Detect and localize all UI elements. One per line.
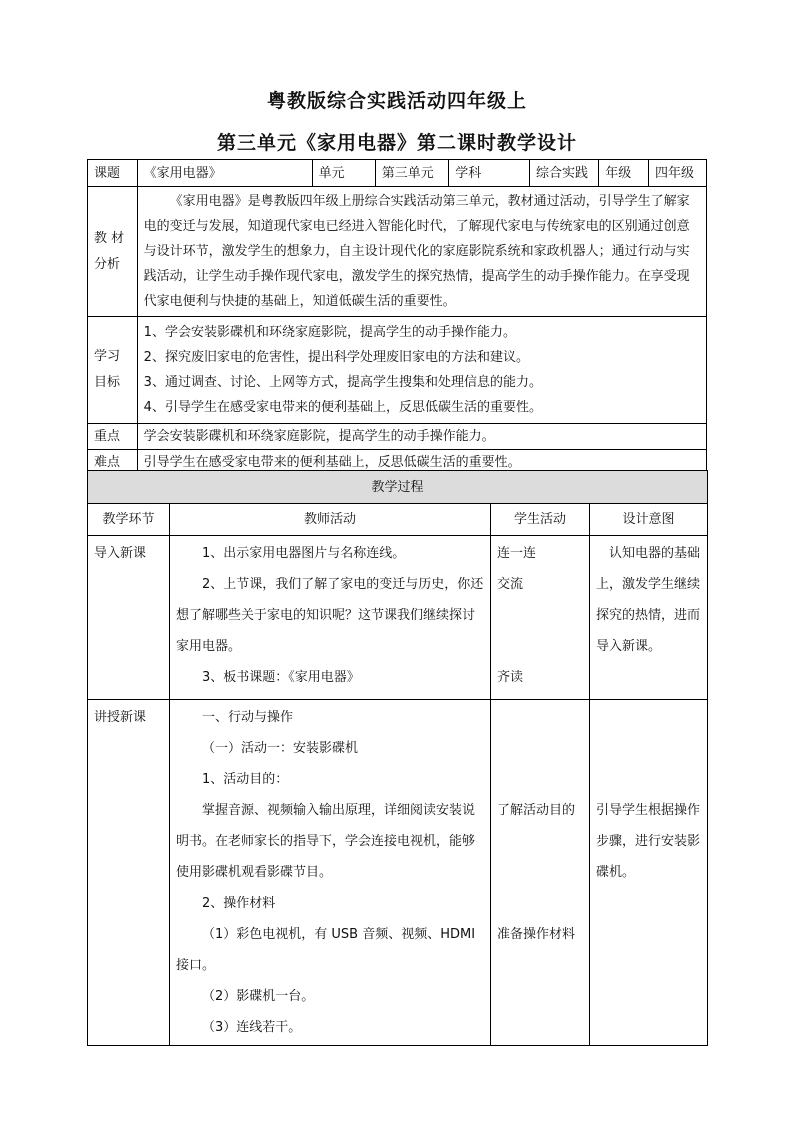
intro-stage (88, 536, 170, 700)
new-student-activity (491, 700, 590, 1046)
new-student-spacer-6 (497, 888, 583, 919)
new-intent-spacer-2 (596, 733, 701, 764)
new-stage-label: 讲授新课 (94, 710, 147, 725)
new-intent (590, 700, 708, 1046)
col-stage-header: 教学环节 (88, 504, 170, 536)
analysis-text: 《家用电器》是粤教版四年级上册综合实践活动第三单元，教材通过活动，引导学生了解家电的变迁与发展，知道现代家电已经进入智能化时代，了解现代家电与传统家电的区别通过创意与设计环节，激发学生的想象力，自主设计现代化的家庭影院系统和家政机器人；通过行动与实践活动，让学生动手操作现代家电，激发学生的探究热情，提高学生的动手操作能力。在享受现代家电便利与快捷的基础上，知道低碳生活的重要性。 (137, 187, 706, 317)
analysis-label (88, 187, 138, 317)
new-student-2: 准备操作材料 (497, 927, 576, 942)
process-header-row (88, 471, 708, 504)
new-teacher-line-2: （一）活动一：安装影碟机 (202, 741, 359, 756)
new-teacher-line-5: 2、操作材料 (202, 896, 276, 911)
goal-item-2: 2、探究废旧家电的危害性，提出科学处理废旧家电的方法和建议。 (143, 350, 529, 365)
intro-student-spacer (497, 600, 583, 631)
subject-value: 综合实践 (529, 160, 598, 187)
intro-stage-label: 导入新课 (94, 546, 147, 561)
new-teacher-line-7: （2）影碟机一台。 (202, 989, 315, 1004)
grade-value: 四年级 (648, 160, 706, 187)
new-teacher-activity (170, 700, 491, 1046)
col-intent-header: 设计意图 (590, 504, 708, 536)
goal-item-3: 3、通过调查、讨论、上网等方式，提高学生搜集和处理信息的能力。 (143, 375, 542, 390)
analysis-label-line-1: 教 材 (94, 230, 125, 246)
col-teacher-header: 教师活动 (170, 504, 491, 536)
new-teacher-line-4: 掌握音源、视频输入输出原理，详细阅读安装说明书。在老师家长的指导下，学会连接电视机，能够使用影碟机观看影碟节目。 (176, 803, 476, 880)
intro-teacher-activity (170, 536, 491, 700)
new-student-spacer-1 (497, 702, 583, 733)
grade-label: 年级 (599, 160, 649, 187)
analysis-label-line-2: 分析 (94, 256, 121, 272)
intro-teacher-step-3: 3、板书课题：《家用电器》 (202, 670, 360, 685)
new-teacher-line-3: 1、活动目的： (202, 772, 289, 787)
difficulty-label: 难点 (88, 450, 138, 476)
topic-label: 课题 (88, 160, 138, 187)
process-column-headers (88, 504, 708, 536)
new-student-1: 了解活动目的 (497, 803, 576, 818)
process-table (87, 470, 708, 1046)
new-stage (88, 700, 170, 1046)
subject-label: 学科 (449, 160, 530, 187)
goals-label-line-2: 目标 (94, 375, 121, 390)
info-row-key (88, 424, 707, 450)
goal-item-1: 1、学会安装影碟机和环绕家庭影院，提高学生的动手操作能力。 (143, 325, 516, 340)
intro-student-1: 连一连 (497, 546, 537, 561)
process-header: 教学过程 (88, 471, 708, 504)
new-student-spacer-2 (497, 733, 583, 764)
difficulty-text: 引导学生在感受家电带来的便利基础上，反思低碳生活的重要性。 (137, 450, 706, 476)
new-student-spacer-4 (497, 826, 583, 857)
process-row-new (88, 700, 708, 1046)
document-title: 粤教版综合实践活动四年级上 (266, 90, 527, 112)
info-row-analysis (88, 187, 707, 317)
goals-label-line-1: 学习 (94, 349, 121, 364)
process-row-intro (88, 536, 708, 700)
new-intent-text: 引导学生根据操作步骤，进行安装影碟机。 (596, 803, 701, 880)
goals-list (137, 317, 706, 424)
new-teacher-line-6: （1）彩色电视机，有 USB 音频、视频、HDMI 接口。 (176, 927, 476, 973)
new-intent-spacer-3 (596, 764, 701, 795)
goals-label (88, 317, 138, 424)
unit-value: 第三单元 (375, 160, 448, 187)
unit-label: 单元 (312, 160, 375, 187)
topic-value: 《家用电器》 (137, 160, 312, 187)
new-teacher-line-8: （3）连线若干。 (202, 1020, 302, 1035)
key-label: 重点 (88, 424, 138, 450)
document-subtitle: 第三单元《家用电器》第二课时教学设计 (216, 132, 577, 154)
info-table (87, 159, 707, 476)
intro-student-2: 交流 (497, 577, 524, 592)
intro-student-3: 齐读 (497, 670, 524, 685)
new-student-spacer-3 (497, 764, 583, 795)
info-row-goals (88, 317, 707, 424)
intro-teacher-step-1: 1、出示家用电器图片与名称连线。 (202, 546, 406, 561)
new-teacher-line-1: 一、行动与操作 (202, 710, 294, 725)
intro-teacher-step-2: 2、上节课，我们了解了家电的变迁与历史，你还想了解哪些关于家电的知识呢？这节课我们继续探讨家用电器。 (176, 577, 484, 654)
intro-intent: 认知电器的基础上，激发学生继续探究的热情，进而导入新课。 (590, 536, 708, 700)
info-row-topic (88, 160, 707, 187)
intro-student-spacer-2 (497, 631, 583, 662)
col-student-header: 学生活动 (491, 504, 590, 536)
new-intent-spacer-1 (596, 702, 701, 733)
new-student-spacer-5 (497, 857, 583, 888)
intro-student-activity (491, 536, 590, 700)
key-text: 学会安装影碟机和环绕家庭影院，提高学生的动手操作能力。 (137, 424, 706, 450)
goal-item-4: 4、引导学生在感受家电带来的便利基础上，反思低碳生活的重要性。 (143, 400, 542, 415)
